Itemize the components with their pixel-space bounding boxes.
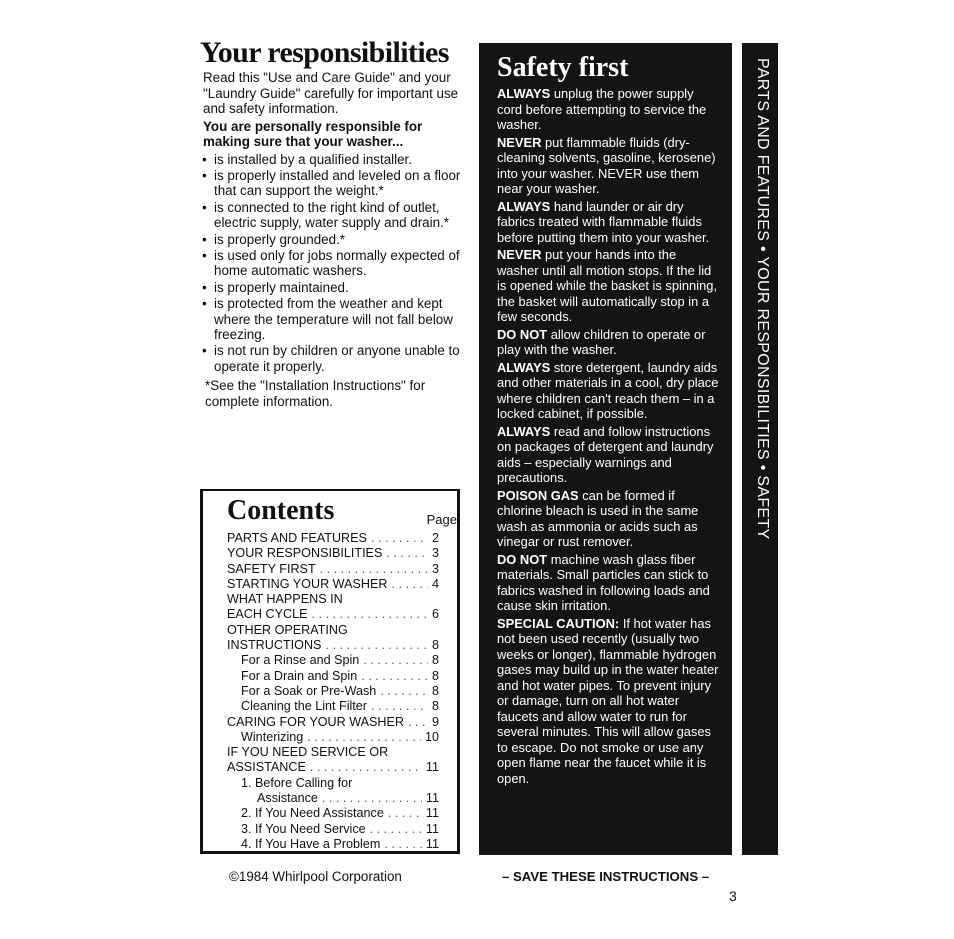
toc-leader — [363, 653, 428, 668]
safety-lead: NEVER — [497, 247, 542, 262]
safety-paragraph — [497, 360, 720, 422]
contents-header — [227, 495, 457, 527]
contents-box — [200, 489, 460, 854]
toc-leader — [361, 669, 428, 684]
list-item: • is installed by a qualified installer. — [200, 152, 468, 167]
safety-text: allow children to operate or play with the washer. — [497, 326, 706, 357]
toc-row — [227, 776, 439, 791]
toc-row — [227, 837, 439, 852]
toc-row — [227, 669, 439, 684]
copyright-notice: ©1984 Whirlpool Corporation — [229, 869, 402, 884]
toc-page: 10 — [424, 729, 439, 744]
toc-row — [227, 806, 439, 821]
toc-row — [227, 577, 439, 592]
toc-label: PARTS AND FEATURES — [227, 531, 367, 545]
toc-row — [227, 791, 439, 806]
toc-page: 2 — [431, 531, 439, 545]
responsibilities-section — [200, 38, 468, 422]
list-item: • is protected from the weather and kept where the temperature will not fall below freezing. — [200, 296, 468, 342]
contents-page-label: Page — [426, 512, 457, 527]
toc-label: 4. If You Have a Problem — [241, 836, 381, 851]
toc-row — [227, 822, 439, 837]
toc-label: For a Drain and Spin — [241, 668, 358, 683]
toc-page: 11 — [425, 806, 439, 821]
toc-row — [227, 546, 439, 561]
toc-leader — [388, 806, 422, 821]
toc-label: Assistance — [257, 791, 318, 806]
safety-paragraph — [497, 488, 720, 550]
toc-page: 8 — [431, 653, 439, 668]
toc-leader — [371, 699, 428, 714]
toc-leader — [320, 562, 428, 577]
toc-label: 3. If You Need Service — [241, 821, 366, 836]
toc-leader — [408, 715, 428, 730]
safety-text: If hot water has not been used recently (usually two weeks or longer), flammable hydrogen gases may build up in the water heater and hot water pipes. To prevent injury or damage, turn on all hot water faucets and allow water to run for several minutes. This will allow gases to escape. Do not smoke or use any open flame near the faucet while it is open. — [497, 615, 719, 786]
safety-lead: DO NOT — [497, 551, 548, 567]
safety-lead: ALWAYS — [497, 198, 551, 214]
list-item: • is properly installed and leveled on a floor that can support the weight.* — [200, 168, 468, 199]
safety-lead: ALWAYS — [497, 359, 551, 375]
list-item: • is not run by children or anyone unable to operate it properly. — [200, 343, 468, 374]
toc-row — [227, 715, 439, 730]
toc-label: EACH CYCLE — [227, 607, 308, 622]
list-item: • is used only for jobs normally expected of home automatic washers. — [200, 248, 468, 279]
toc-leader — [371, 531, 428, 546]
list-item: • is properly grounded.* — [200, 232, 468, 247]
toc-page: 8 — [431, 699, 439, 714]
safety-paragraph — [497, 135, 720, 197]
page-number: 3 — [729, 888, 737, 904]
toc-leader — [325, 638, 428, 653]
toc-row — [227, 638, 439, 653]
safety-text: machine wash glass fiber materials. Small particles can stick to fabrics washed in following loads and cause skin irritation. — [497, 551, 710, 613]
safety-paragraph — [497, 247, 720, 325]
toc-leader — [380, 684, 428, 699]
toc-row — [227, 745, 439, 760]
toc-label: Winterizing — [241, 729, 304, 744]
safety-first-panel — [479, 43, 732, 855]
safety-lead: ALWAYS — [497, 86, 551, 101]
toc-row — [227, 653, 439, 668]
toc-label: CARING FOR YOUR WASHER — [227, 714, 405, 729]
toc-page: 3 — [431, 561, 439, 576]
toc-leader — [391, 577, 428, 592]
toc-label: YOUR RESPONSIBILITIES — [227, 546, 383, 561]
toc-page: 4 — [431, 576, 439, 591]
responsibilities-title: Your responsibilities — [200, 36, 449, 69]
installation-footnote: *See the "Installation Instructions" for complete information. — [205, 378, 426, 409]
list-item: • is connected to the right kind of outlet, electric supply, water supply and drain.* — [200, 200, 468, 231]
toc-row — [227, 760, 439, 775]
toc-leader — [322, 791, 422, 806]
safety-paragraph — [497, 424, 720, 486]
safety-lead: SPECIAL CAUTION: — [497, 615, 620, 631]
toc-leader — [384, 837, 422, 852]
toc-leader — [310, 760, 422, 775]
safety-paragraph — [497, 86, 720, 133]
toc-row — [227, 623, 439, 638]
safety-paragraph — [497, 552, 720, 614]
responsibilities-lead: You are personally responsible for making sure that your washer... — [203, 118, 423, 150]
toc-page: 8 — [431, 668, 439, 683]
toc-leader — [386, 546, 428, 561]
toc-page: 8 — [431, 638, 439, 653]
safety-title: Safety first — [497, 52, 629, 83]
toc-label: STARTING YOUR WASHER — [227, 576, 388, 591]
safety-lead: POISON GAS — [497, 487, 579, 503]
toc-label: 1. Before Calling for — [241, 775, 353, 790]
safety-lead: ALWAYS — [497, 423, 551, 439]
sidebar-label: PARTS AND FEATURES • YOUR RESPONSIBILITIES • SAFETY — [754, 58, 771, 540]
safety-text: read and follow instructions on packages of detergent and laundry aids – especially warnings and precautions. — [497, 423, 714, 485]
list-item: • is properly maintained. — [200, 280, 468, 295]
responsibilities-intro: Read this "Use and Care Guide" and your "Laundry Guide" carefully for important use and safety information. — [203, 70, 459, 117]
toc-label: 2. If You Need Assistance — [241, 806, 384, 821]
toc-page: 11 — [425, 760, 439, 775]
toc-page: 11 — [425, 791, 439, 806]
safety-paragraph — [497, 616, 720, 787]
toc-row — [227, 531, 439, 546]
toc-page: 11 — [425, 836, 439, 851]
safety-text: hand launder or air dry fabrics treated with flammable fluids before putting them into your washer. — [497, 198, 710, 245]
toc-row — [227, 607, 439, 622]
toc-page: 11 — [425, 821, 439, 836]
toc-page: 9 — [431, 714, 439, 729]
toc-label: IF YOU NEED SERVICE OR — [227, 745, 389, 760]
toc-label: SAFETY FIRST — [227, 561, 316, 576]
safety-text: can be formed if chlorine bleach is used in the same wash as ammonia or acids such as vinegar or rust remover. — [497, 487, 699, 549]
safety-text: put flammable fluids (dry-cleaning solvents, gasoline, kerosene) into your washer. NEVER use them near your washer. — [497, 134, 716, 196]
save-instructions-note: – SAVE THESE INSTRUCTIONS – — [502, 869, 710, 884]
toc-page: 3 — [431, 546, 439, 561]
toc-row — [227, 730, 439, 745]
safety-paragraph — [497, 199, 720, 246]
safety-paragraph — [497, 327, 720, 358]
toc-label: Cleaning the Lint Filter — [241, 699, 368, 714]
toc-label: For a Soak or Pre-Wash — [241, 683, 377, 698]
toc-label: ASSISTANCE — [227, 760, 306, 775]
toc-row — [227, 699, 439, 714]
responsibilities-list — [200, 152, 468, 375]
toc-page: 6 — [431, 607, 439, 622]
table-of-contents — [227, 531, 439, 852]
contents-title: Contents — [227, 495, 335, 526]
safety-lead: DO NOT — [497, 326, 548, 342]
safety-lead: NEVER — [497, 134, 542, 150]
toc-label: For a Rinse and Spin — [241, 653, 360, 668]
toc-page: 8 — [431, 683, 439, 698]
safety-text: put your hands into the washer until all motion stops. If the lid is opened while the basket is spinning, the basket will automatically stop in a few seconds. — [497, 247, 717, 324]
toc-leader — [370, 822, 422, 837]
toc-label: INSTRUCTIONS — [227, 638, 322, 653]
toc-leader — [311, 607, 428, 622]
section-sidebar-tab — [742, 43, 778, 855]
safety-text: unplug the power supply cord before attempting to service the washer. — [497, 86, 707, 132]
toc-row — [227, 592, 439, 607]
toc-label: OTHER OPERATING — [227, 622, 348, 637]
safety-text: store detergent, laundry aids and other materials in a cool, dry place where children can't reach them – in a locked cabinet, if possible. — [497, 359, 719, 421]
toc-label: WHAT HAPPENS IN — [227, 592, 343, 607]
toc-row — [227, 684, 439, 699]
toc-row — [227, 562, 439, 577]
toc-leader — [307, 730, 421, 745]
